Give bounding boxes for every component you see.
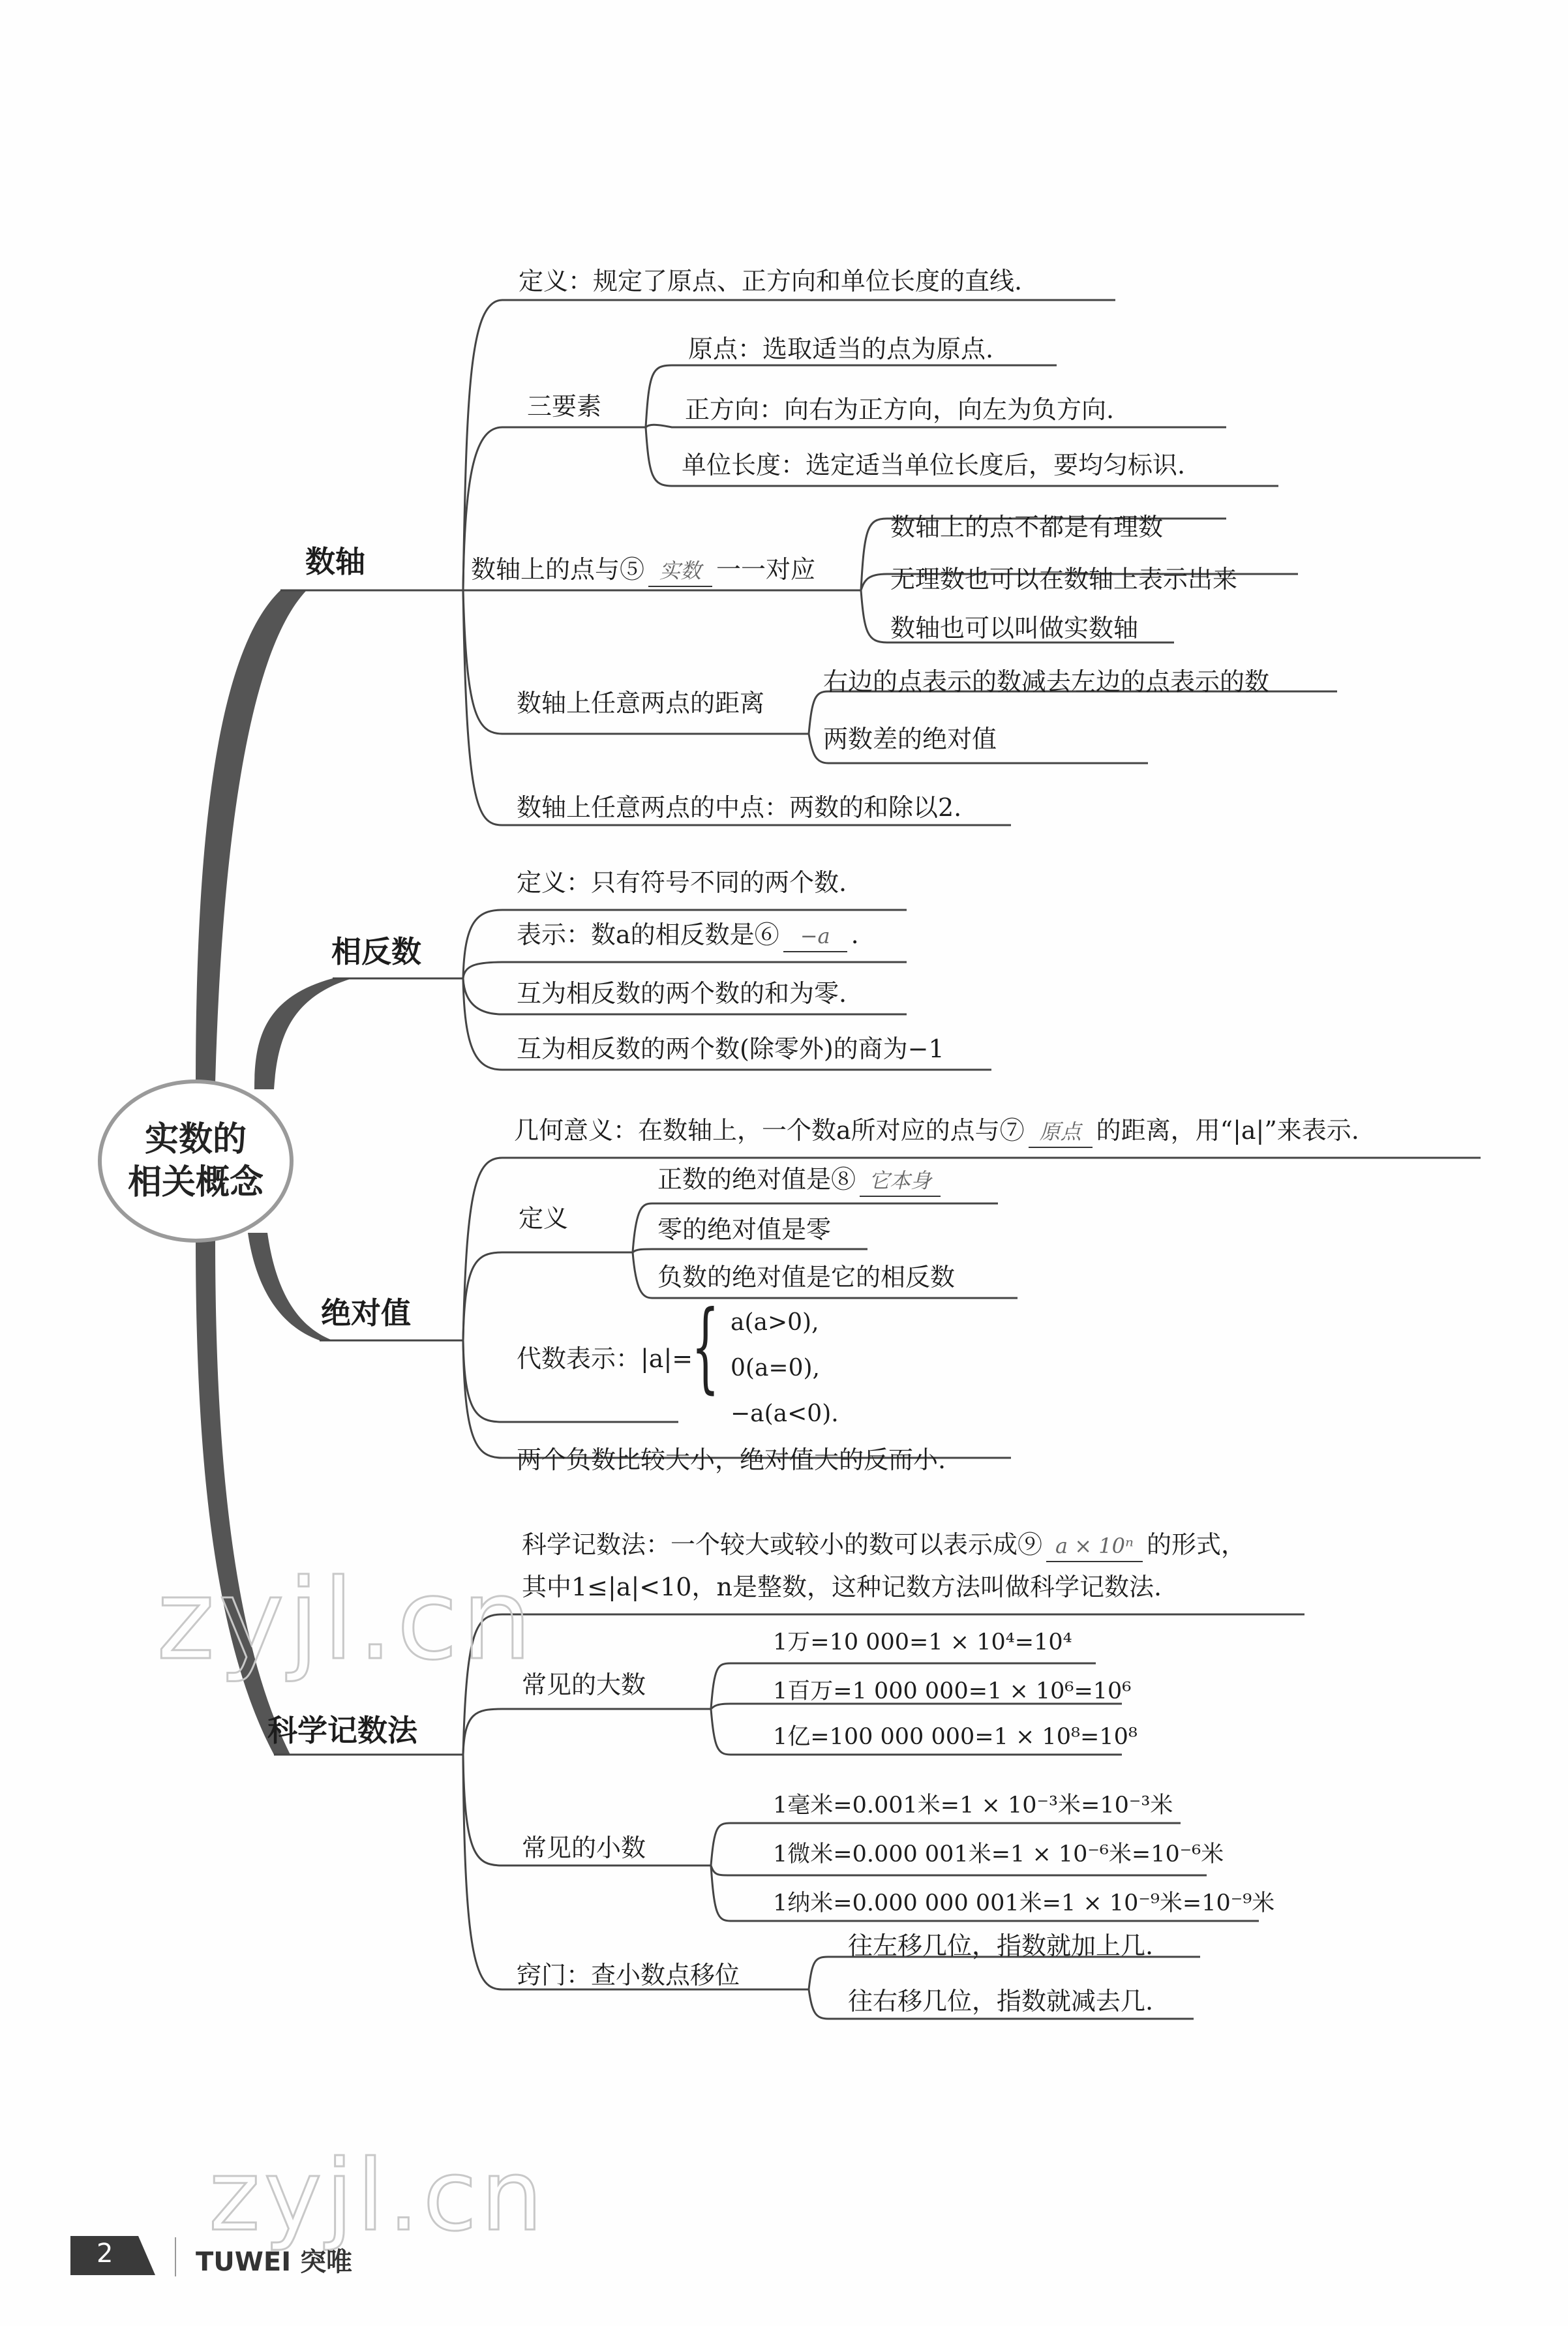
branch-shuzhou: 数轴 <box>305 544 365 579</box>
xiangfan-quotient: 互为相反数的两个数(除零外)的商为−1 <box>517 1035 944 1063</box>
kexue-tip: 窍门：查小数点移位 <box>517 1961 740 1989</box>
xiangfan-notation-suffix: . <box>851 920 859 949</box>
shuzhou-distance-method-2: 两数差的绝对值 <box>823 725 997 753</box>
shuzhou-origin: 原点：选取适当的点为原点. <box>688 335 994 363</box>
shuzhou-irrational-on-axis: 无理数也可以在数轴上表示出来 <box>890 565 1238 594</box>
branch-kexue: 科学记数法 <box>267 1713 417 1748</box>
kexue-wan: 1万=10 000=1 × 10⁴=10⁴ <box>773 1629 1072 1655</box>
blank-8-answer: 它本身 <box>860 1166 941 1197</box>
xiangfan-notation <box>517 920 859 952</box>
jueduizhi-geometric-prefix: 几何意义：在数轴上，一个数a所对应的点与⑦ <box>514 1116 1025 1145</box>
kexue-micrometer: 1微米=0.000 001米=1 × 10⁻⁶米=10⁻⁶米 <box>773 1841 1224 1867</box>
jueduizhi-positive <box>657 1164 944 1197</box>
jueduizhi-case-zero: 0(a=0), <box>731 1355 820 1382</box>
kexue-definition-suffix: 的形式， <box>1146 1530 1246 1559</box>
jueduizhi-positive-prefix: 正数的绝对值是⑧ <box>657 1165 856 1194</box>
jueduizhi-compare-negatives: 两个负数比较大小，绝对值大的反而小. <box>517 1445 946 1474</box>
branch-xiangfanshu: 相反数 <box>331 934 421 969</box>
jueduizhi-case-negative: −a(a<0). <box>731 1400 839 1427</box>
blank-7-answer: 原点 <box>1029 1117 1093 1148</box>
kexue-millimeter: 1毫米=0.001米=1 × 10⁻³米=10⁻³米 <box>773 1792 1173 1819</box>
trunk-to-xiangfanshu <box>254 978 352 1089</box>
shuzhou-unit-length: 单位长度：选定适当单位长度后，要均匀标识. <box>682 451 1186 479</box>
jueduizhi-geometric-suffix: 的距离，用“|a|”来表示. <box>1096 1116 1359 1145</box>
shuzhou-positive-direction: 正方向：向右为正方向，向左为负方向. <box>685 395 1115 424</box>
branch-jueduizhi: 绝对值 <box>321 1295 411 1331</box>
page-number: 2 <box>97 2239 113 2269</box>
kexue-move-left: 往左移几位，指数就加上几. <box>848 1931 1154 1960</box>
kexue-baiwan: 1百万=1 000 000=1 × 10⁶=10⁶ <box>773 1678 1132 1704</box>
jueduizhi-case-positive: a(a>0), <box>731 1309 819 1336</box>
kexue-definition-line2: 其中1≤|a|<10，n是整数，这种记数方法叫做科学记数法. <box>522 1573 1162 1601</box>
xiangfan-notation-prefix: 表示：数a的相反数是⑥ <box>517 920 779 949</box>
shuzhou-midpoint: 数轴上任意两点的中点：两数的和除以2. <box>517 793 962 822</box>
jueduizhi-geometric-meaning <box>514 1115 1359 1148</box>
kexue-nanometer: 1纳米=0.000 000 001米=1 × 10⁻⁹米=10⁻⁹米 <box>773 1890 1275 1916</box>
kexue-large-numbers: 常见的大数 <box>522 1670 646 1699</box>
center-title-line1: 实数的 <box>144 1120 247 1159</box>
footer-divider <box>175 2237 176 2276</box>
blank-6-answer: −a <box>783 921 847 952</box>
piecewise-brace: { <box>691 1290 719 1404</box>
jueduizhi-algebraic-label: 代数表示：|a|= <box>517 1344 693 1373</box>
blank-9-answer: a × 10ⁿ <box>1046 1531 1143 1562</box>
brand-logo: TUWEI 突唯 <box>196 2247 353 2277</box>
center-title-line2: 相关概念 <box>127 1163 264 1202</box>
jueduizhi-negative: 负数的绝对值是它的相反数 <box>657 1263 956 1291</box>
branch-lines <box>274 300 1481 2019</box>
kexue-move-right: 往右移几位，指数就减去几. <box>848 1987 1154 2016</box>
shuzhou-distance: 数轴上任意两点的距离 <box>517 689 765 717</box>
shuzhou-real-axis: 数轴也可以叫做实数轴 <box>890 614 1139 642</box>
jueduizhi-zero: 零的绝对值是零 <box>657 1215 832 1244</box>
shuzhou-definition: 定义：规定了原点、正方向和单位长度的直线. <box>519 267 1023 295</box>
shuzhou-correspondence-suffix: 一一对应 <box>716 555 816 584</box>
kexue-definition-prefix: 科学记数法：一个较大或较小的数可以表示成⑨ <box>522 1530 1043 1559</box>
shuzhou-point-not-rational: 数轴上的点不都是有理数 <box>890 513 1164 541</box>
xiangfan-sum-zero: 互为相反数的两个数的和为零. <box>517 979 847 1008</box>
watermark-footer: zyjl.cn <box>209 2139 547 2253</box>
watermark-mid: zyjl.cn <box>157 1556 536 1685</box>
blank-5-answer: 实数 <box>648 556 712 587</box>
shuzhou-correspondence <box>471 554 815 587</box>
kexue-definition <box>522 1530 1246 1562</box>
kexue-small-numbers: 常见的小数 <box>522 1834 646 1862</box>
trunk-to-jueduizhi <box>248 1233 333 1340</box>
shuzhou-three-elements: 三要素 <box>527 392 602 421</box>
shuzhou-correspondence-prefix: 数轴上的点与⑤ <box>471 555 645 584</box>
jueduizhi-definition-label: 定义 <box>519 1204 569 1233</box>
center-node <box>98 1080 294 1243</box>
shuzhou-distance-method-1: 右边的点表示的数减去左边的点表示的数 <box>823 667 1270 696</box>
kexue-yi: 1亿=100 000 000=1 × 10⁸=10⁸ <box>773 1724 1138 1750</box>
xiangfan-definition: 定义：只有符号不同的两个数. <box>517 868 847 897</box>
